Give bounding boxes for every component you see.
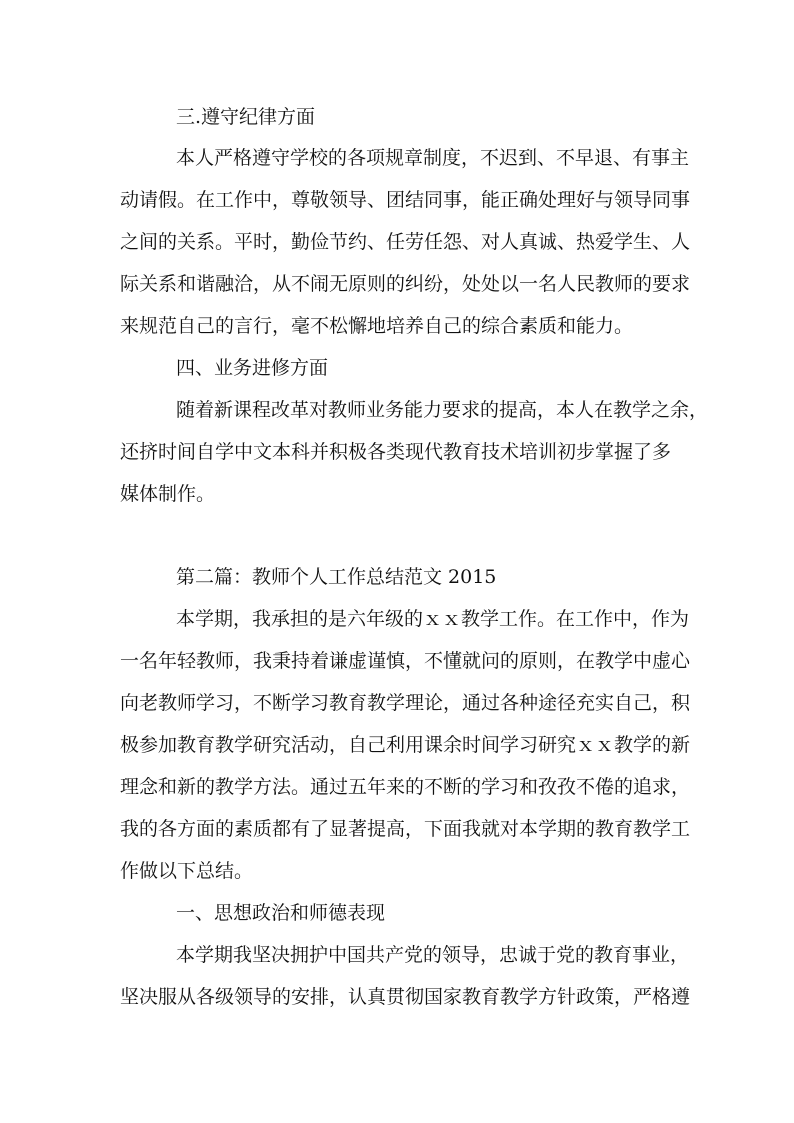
paragraph-line: 作做以下总结。 (120, 860, 254, 882)
paragraph-line: 随着新课程改革对教师业务能力要求的提高，本人在教学之余， (176, 399, 709, 421)
paragraph-line: 极参加教育教学研究活动，自己利用课余时间学习研究ｘｘ教学的新 (120, 734, 691, 756)
paragraph-line: 之间的关系。平时，勤俭节约、任劳任怨、对人真诚、热爱学生、人 (120, 231, 691, 253)
paragraph-line: 本人严格遵守学校的各项规章制度，不迟到、不早退、有事主 (176, 147, 690, 169)
paragraph-line: 本学期，我承担的是六年级的ｘｘ教学工作。在工作中，作为 (176, 608, 690, 630)
paragraph-line: 向老教师学习，不断学习教育教学理论，通过各种途径充实自己，积 (120, 692, 691, 714)
section-heading: 一、思想政治和师德表现 (176, 902, 386, 924)
section-heading: 三.遵守纪律方面 (176, 106, 316, 128)
paragraph-line: 来规范自己的言行，毫不松懈地培养自己的综合素质和能力。 (120, 315, 634, 337)
paragraph-line: 本学期我坚决拥护中国共产党的领导，忠诚于党的教育事业， (176, 944, 690, 966)
paragraph-line: 际关系和谐融洽，从不闹无原则的纠纷，处处以一名人民教师的要求 (120, 273, 691, 295)
paragraph-line: 动请假。在工作中，尊敬领导、团结同事，能正确处理好与领导同事 (120, 189, 691, 211)
paragraph-line: 还挤时间自学中文本科并积极各类现代教育技术培训初步掌握了多 (120, 441, 672, 463)
paragraph-line: 媒体制作。 (120, 483, 216, 505)
paragraph-line: 我的各方面的素质都有了显著提高，下面我就对本学期的教育教学工 (120, 818, 691, 840)
part-title: 第二篇：教师个人工作总结范文 2015 (176, 566, 497, 588)
paragraph-line: 一名年轻教师，我秉持着谦虚谨慎，不懂就问的原则，在教学中虚心 (120, 650, 691, 672)
section-heading: 四、业务进修方面 (176, 357, 329, 379)
paragraph-line: 坚决服从各级领导的安排，认真贯彻国家教育教学方针政策，严格遵 (120, 986, 691, 1008)
paragraph-line: 理念和新的教学方法。通过五年来的不断的学习和孜孜不倦的追求， (120, 776, 691, 798)
